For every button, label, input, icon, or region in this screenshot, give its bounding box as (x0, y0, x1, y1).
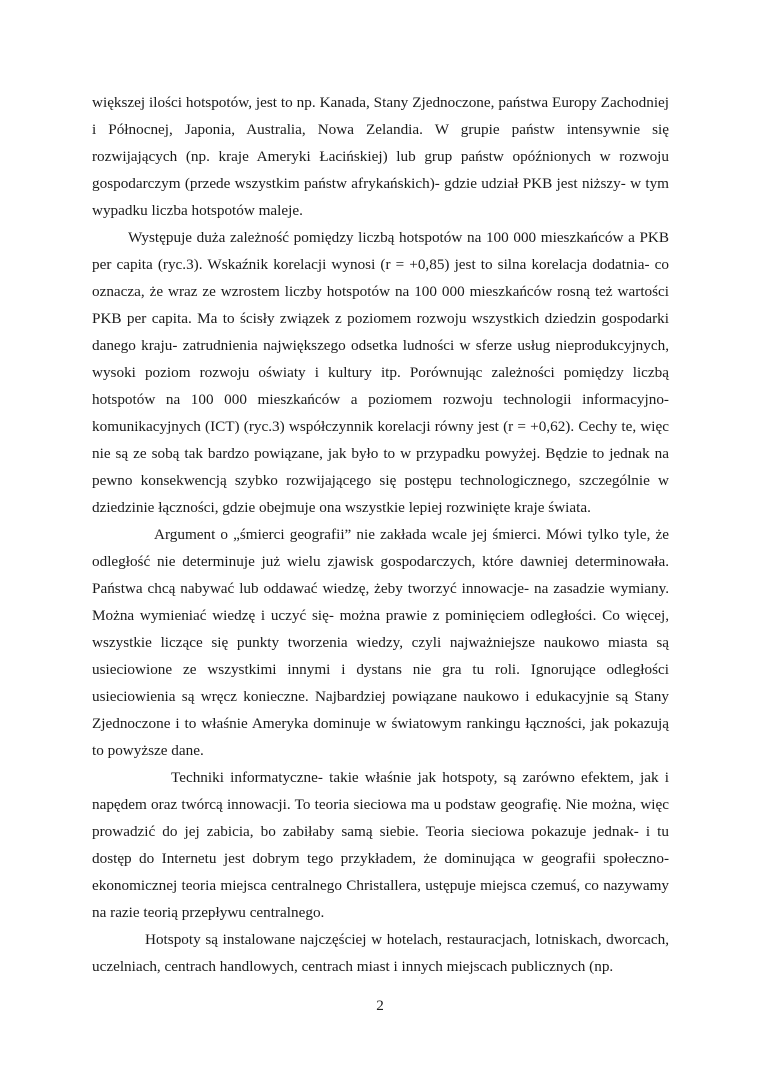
body-text (92, 89, 669, 980)
paragraph-2: Występuje duża zależność pomiędzy liczbą hotspotów na 100 000 mieszkańców a PKB per capita (ryc.3). Wskaźnik korelacji wynosi (r = +0,85) jest to silna korelacja dodatnia- co oznacza, że wraz ze wzrostem liczby hotspotów na 100 000 mieszkańców rosną też wartości PKB per capita. Ma to ścisły związek z poziomem rozwoju wszystkich dziedzin gospodarki danego kraju- zatrudnienia największego odsetka ludności w sferze usług nieprodukcyjnych, wysoki poziom rozwoju oświaty i kultury itp. Porównując zależności pomiędzy liczbą hotspotów na 100 000 mieszkańców a poziomem rozwoju technologii informacyjno-komunikacyjnych (ICT) (ryc.3) współczynnik korelacji równy jest (r = +0,62). Cechy te, więc nie są ze sobą tak bardzo powiązane, jak było to w przypadku powyżej. Będzie to jednak na pewno konsekwencją szybko rozwijającego się postępu technologicznego, szczególnie w dziedzinie łączności, gdzie obejmuje ona wszystkie lepiej rozwinięte kraje świata. (92, 229, 669, 516)
page-number: 2 (376, 997, 384, 1014)
paragraph-3: Argument o „śmierci geografii” nie zakłada wcale jej śmierci. Mówi tylko tyle, że odległość nie determinuje już wielu zjawisk gospodarczych, które dawniej determinowała. Państwa chcą nabywać lub oddawać wiedzę, żeby tworzyć innowacje- na zasadzie wymiany. Można wymieniać wiedzę i uczyć się- można prawie z pominięciem odległości. Co więcej, wszystkie liczące się punkty tworzenia wiedzy, czyli najważniejsze naukowo miasta są usieciowione ze wszystkimi innymi i dystans nie gra tu roli. Ignorujące odległości usieciowienia są wręcz konieczne. Najbardziej powiązane naukowo i edukacyjnie są Stany Zjednoczone i to właśnie Ameryka dominuje w światowym rankingu łączności, jak pokazują to powyższe dane. (92, 526, 669, 759)
paragraph-5: Hotspoty są instalowane najczęściej w hotelach, restauracjach, lotniskach, dworcach, uczelniach, centrach handlowych, centrach miast i innych miejscach publicznych (np. (92, 931, 669, 975)
paragraph-4: Techniki informatyczne- takie właśnie jak hotspoty, są zarówno efektem, jak i napędem oraz twórcą innowacji. To teoria sieciowa ma u podstaw geografię. Nie można, więc prowadzić do jej zabicia, bo zabiłaby samą siebie. Teoria sieciowa pokazuje jednak- i tu dostęp do Internetu jest dobrym tego przykładem, że dominująca w geografii społeczno-ekonomicznej teoria miejsca centralnego Christallera, ustępuje miejsca czemuś, co nazywamy na razie teorią przepływu centralnego. (92, 769, 669, 921)
paragraph-1: większej ilości hotspotów, jest to np. Kanada, Stany Zjednoczone, państwa Europy Zachodniej i Północnej, Japonia, Australia, Nowa Zelandia. W grupie państw intensywnie się rozwijających (np. kraje Ameryki Łacińskiej) lub grup państw opóźnionych w rozwoju gospodarczym (przede wszystkim państw afrykańskich)- gdzie udział PKB jest niższy- w tym wypadku liczba hotspotów maleje. (92, 94, 669, 219)
